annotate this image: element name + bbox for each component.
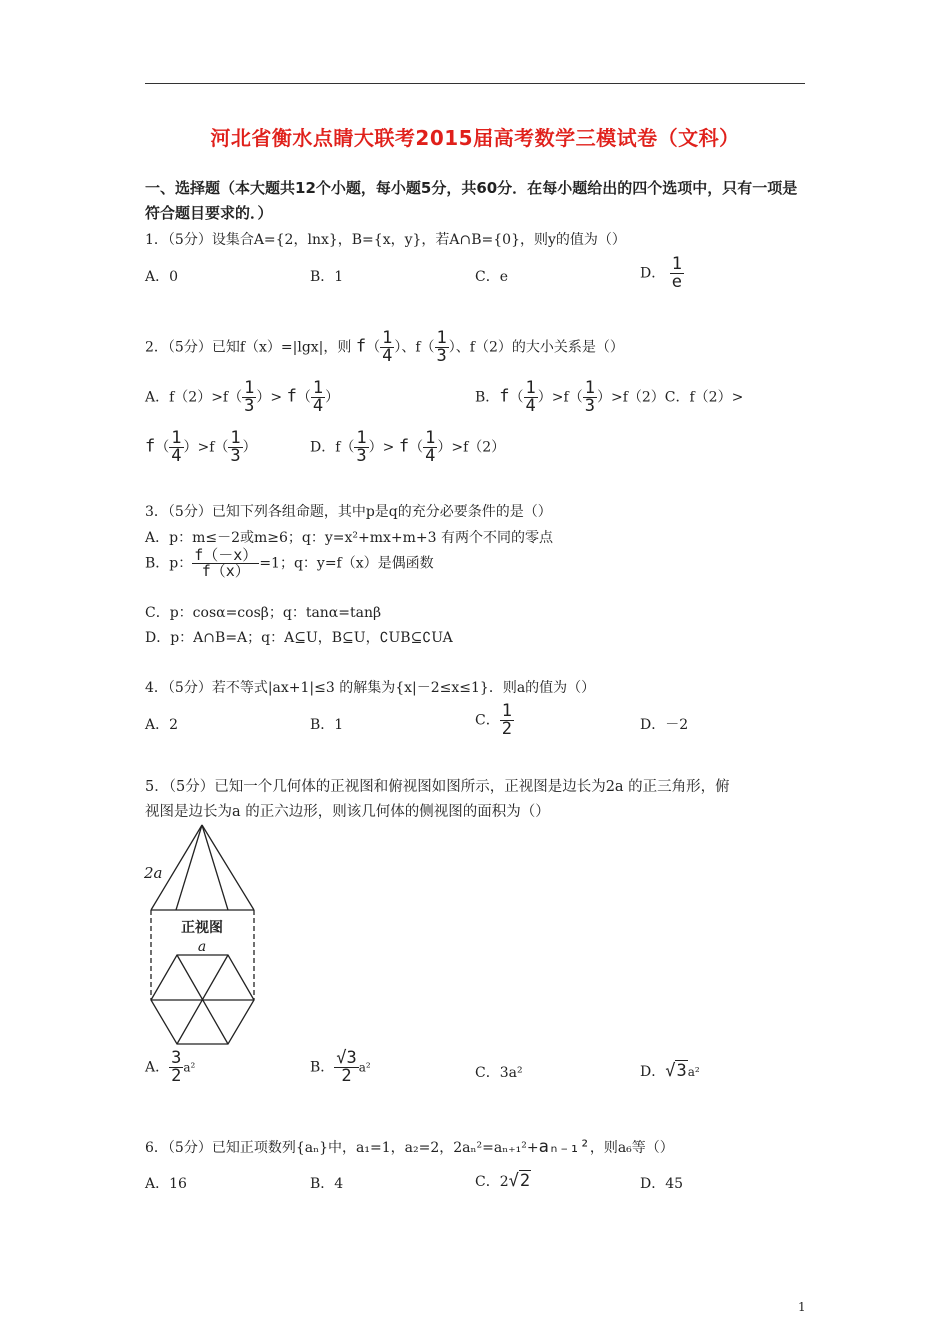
q5-figure (140, 822, 270, 1047)
page-number: 1 (798, 1300, 806, 1314)
q1-option-c: C．e (475, 269, 508, 285)
q2-option-b: B．f（ $\frac{1}{4}$ ）>f（ $\frac{1}{3}$ ）>f（2）C．f（2）> (475, 378, 744, 416)
q6-option-c: C．2√2 (475, 1171, 531, 1191)
q5-option-d: D．√3a² (640, 1061, 700, 1081)
q2-stem: 2．（5分）已知f（x）=|lgx|，则 f（ $\frac{1}{4}$ ）、f（ $\frac{1}{3}$ ）、f（2）的大小关系是（） (145, 328, 624, 366)
q4-option-b: B．1 (310, 717, 344, 733)
q5-stem-line1: 5．（5分）已知一个几何体的正视图和俯视图如图所示，正视图是边长为2a 的正三角形，俯 (145, 779, 730, 795)
q2-option-d: D．f（ $\frac{1}{3}$ ）> f（ $\frac{1}{4}$ ）>f（2） (310, 428, 506, 466)
q5-stem-line2: 视图是边长为a 的正六边形，则该几何体的侧视图的面积为（） (145, 804, 550, 820)
q3-option-d: D．p：A∩B=A；q：A⊆U，B⊆U，∁UB⊆∁UA (145, 630, 453, 646)
q2-option-c: f（ $\frac{1}{4}$ ）>f（ $\frac{1}{3}$ ） (145, 428, 257, 466)
fig-label-2a: 2a (144, 864, 163, 882)
q1-option-d: D． $\frac{1}{e}$ (640, 254, 682, 292)
header-rule (145, 83, 805, 84)
q4-option-a: A．2 (145, 717, 179, 733)
q5-option-b: B． $\frac{√3}{2}$ a² (310, 1048, 371, 1086)
q3-stem: 3．（5分）已知下列各组命题，其中p是q的充分必要条件的是（） (145, 504, 552, 520)
q5-option-c: C．3a² (475, 1065, 523, 1081)
q3-option-c: C．p：cosα=cosβ；q：tanα=tanβ (145, 605, 382, 621)
q1-stem: 1．（5分）设集合A={2，lnx}，B={x，y}，若A∩B={0}，则y的值为（） (145, 232, 626, 248)
q1-option-a: A．0 (145, 269, 179, 285)
q4-stem: 4．（5分）若不等式|ax+1|≤3 的解集为{x|－2≤x≤1}．则a的值为（） (145, 680, 596, 696)
fig-label-a: a (197, 939, 207, 955)
q6-option-d: D．45 (640, 1176, 684, 1192)
q3-option-a: A．p：m≤－2或m≥6；q：y=x²+mx+m+3 有两个不同的零点 (145, 530, 554, 546)
fig-label-front-view: 正视图 (181, 920, 223, 936)
q4-option-c: C． $\frac{1}{2}$ (475, 701, 512, 739)
q5-option-a: A． $\frac{3}{2}$ a² (145, 1048, 196, 1086)
q3-option-b: B．p： $\frac{f(-x)}{f(x)}$ =1；q：y=f（x）是偶函数 (145, 546, 434, 580)
q1-option-b: B．1 (310, 269, 344, 285)
q4-option-d: D．－2 (640, 717, 689, 733)
q6-option-a: A．16 (145, 1176, 187, 1192)
q6-stem: 6．（5分）已知正项数列{aₙ}中，a₁=1，a₂=2，2aₙ²=aₙ₊₁²+aₙ₋₁²，则a₆等（） (145, 1137, 674, 1157)
q6-option-b: B．4 (310, 1176, 344, 1192)
q2-option-a: A．f（2）>f（ $\frac{1}{3}$ ）> f（ $\frac{1}{4}$ ） (145, 378, 340, 416)
section-header: 一、选择题（本大题共12个小题，每小题5分，共60分．在每小题给出的四个选项中，只有一项是符合题目要求的．） (145, 179, 798, 222)
page-title: 河北省衡水点睛大联考2015届高考数学三模试卷（文科） (210, 126, 740, 150)
